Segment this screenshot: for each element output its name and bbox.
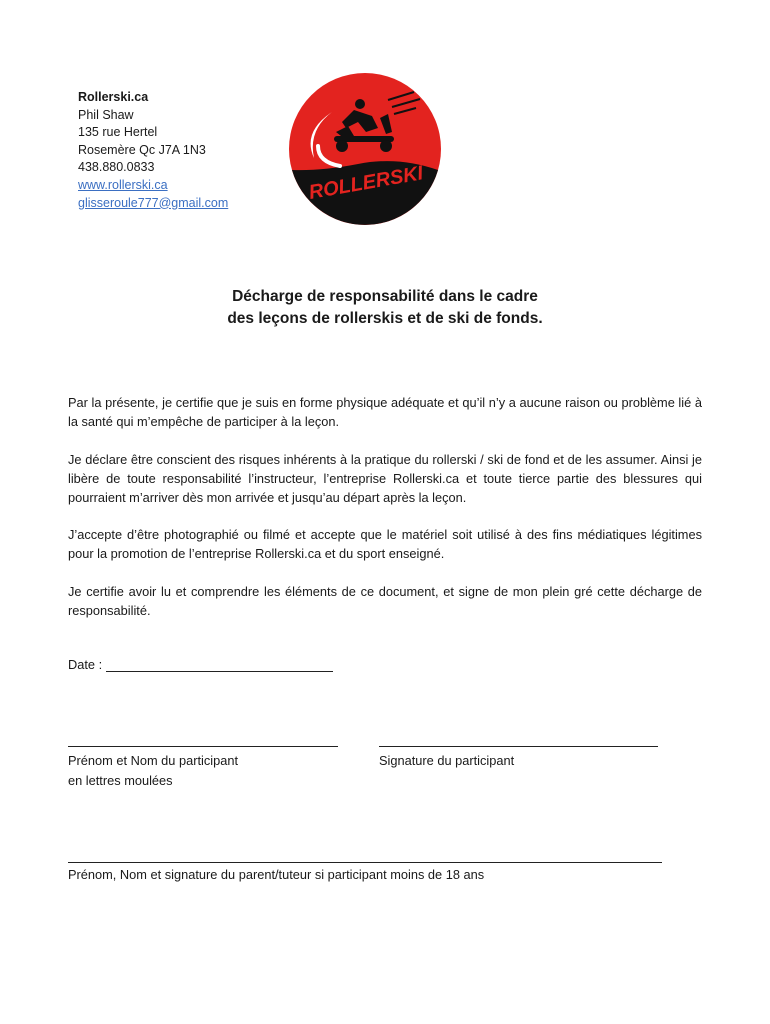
paragraph-risks: Je déclare être conscient des risques inhérents à la pratique du rollerski / ski de fond et de les assumer. Ainsi je libère de toute responsabilité l’instructeur, l’entreprise Rollerski.ca et toute tierce partie des blessures qui pourraient m’arriver dès mon arrivée et jusqu’au départ après la leçon. — [68, 452, 702, 505]
participant-signature-line[interactable] — [379, 746, 658, 747]
paragraph-health: Par la présente, je certifie que je suis en forme physique adéquate et qu’il n’y a aucune raison ou problème lié à la santé qui m’empêche de participer à la leçon. — [68, 395, 702, 429]
website-link[interactable]: www.rollerski.ca — [78, 177, 168, 192]
title-line-2: des leçons de rollerskis et de ski de fonds. — [227, 310, 543, 327]
participant-name-line[interactable] — [68, 746, 338, 747]
company-name: Rollerski.ca — [78, 90, 149, 104]
document-title — [0, 286, 770, 330]
rollerski-logo — [288, 70, 442, 228]
contact-city: Rosemère Qc J7A 1N3 — [78, 142, 206, 157]
date-field — [68, 657, 333, 672]
date-input-line[interactable] — [106, 657, 333, 672]
participant-name-label — [68, 751, 238, 791]
participant-name-label-line1: Prénom et Nom du participant — [68, 753, 238, 768]
contact-street: 135 rue Hertel — [78, 125, 158, 140]
contact-name: Phil Shaw — [78, 107, 134, 122]
contact-phone: 438.880.0833 — [78, 160, 155, 175]
paragraph-acknowledgement: Je certifie avoir lu et comprendre les éléments de ce document, et signe de mon plein gré cette décharge de responsabilité. — [68, 584, 702, 618]
participant-signature-label: Signature du participant — [379, 753, 515, 768]
logo-wordmark: ROLLERSKI — [307, 162, 425, 204]
contact-block — [78, 89, 228, 212]
participant-name-label-line2: en lettres moulées — [68, 773, 173, 788]
email-link[interactable]: glisseroule777@gmail.com — [78, 195, 229, 210]
parent-signature-line[interactable] — [68, 862, 662, 863]
date-label: Date : — [68, 657, 103, 672]
parent-signature-label: Prénom, Nom et signature du parent/tuteur si participant moins de 18 ans — [68, 867, 485, 882]
title-line-1: Décharge de responsabilité dans le cadre — [232, 288, 538, 305]
paragraph-media: J’accepte d’être photographié ou filmé et accepte que le matériel soit utilisé à des fins médiatiques légitimes pour la promotion de l’entreprise Rollerski.ca et du sport enseigné. — [68, 527, 702, 561]
